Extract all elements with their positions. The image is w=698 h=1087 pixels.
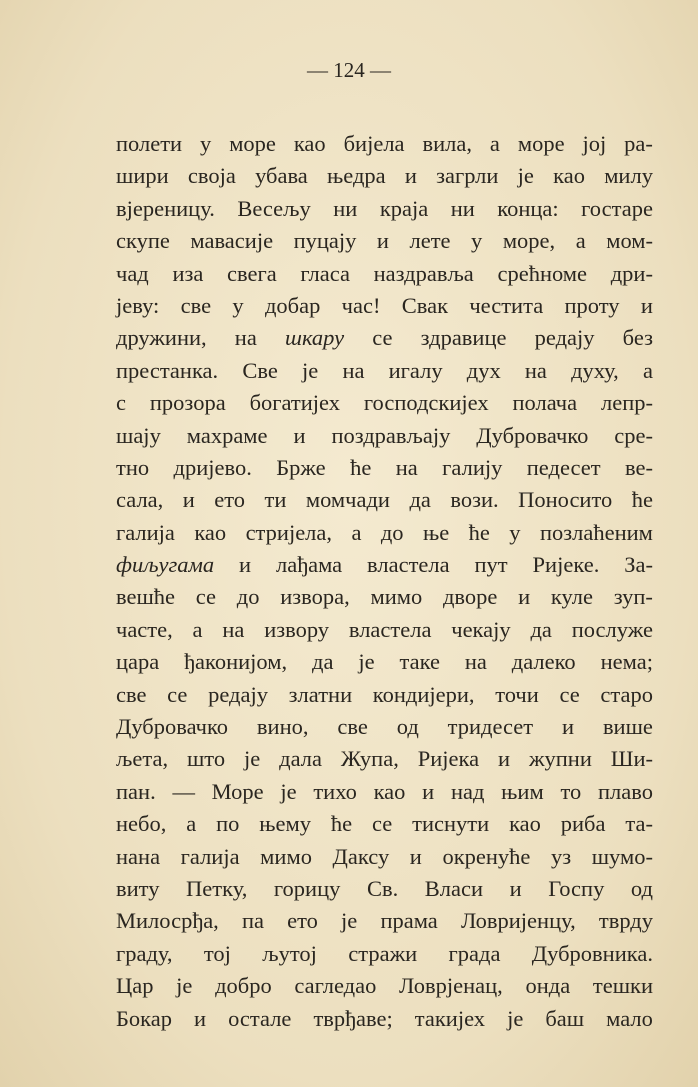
word: Госпу [548,875,605,901]
word: полети [116,131,183,156]
word: с [116,390,126,416]
word: риба [560,811,606,837]
word: здравице [420,325,507,351]
word: и [404,163,417,189]
word: па [241,908,264,934]
word: као [553,163,585,189]
word: плаво [597,778,653,804]
word: сре- [614,422,653,448]
word: пуцају [293,228,357,254]
word: је [517,163,534,189]
word: је [358,649,375,675]
word: дворе [442,584,498,610]
word: море [229,131,276,156]
word: а [489,131,500,156]
word: Море [211,778,264,804]
text-line [116,484,653,516]
word: своја [187,163,236,189]
word: а [575,228,586,254]
word: властела [367,552,450,578]
word: далеко [511,649,576,675]
text-line [116,873,653,905]
word: горицу [273,875,341,901]
word: прозора [149,390,226,416]
word: њему [259,811,312,837]
word: да [530,616,552,642]
word: Даксу [332,843,390,869]
word: цара [116,649,160,675]
word: Поносито [518,487,613,513]
body-text [116,128,653,1035]
word: поздрављају [331,422,451,448]
word: загрли [436,163,499,189]
text-line [116,225,653,257]
word: гостаре [581,195,653,221]
word: окренуће [442,843,531,869]
text-line [116,517,653,549]
word: Жупа, [340,746,399,772]
word: стријела, [245,519,333,545]
word: старо [600,681,653,707]
word: властела [348,616,432,642]
word: љета, [116,746,169,772]
word: а [192,616,203,642]
word: а [351,519,362,545]
text-line [116,193,653,225]
word: мимо [260,843,312,869]
word: вози. [450,487,499,513]
word: сала, [116,487,164,513]
word: Ријека [417,746,480,772]
word: и [182,487,195,513]
word: граду, [116,940,173,966]
word: ни [333,195,358,221]
word: махраме [186,422,268,448]
word: и [194,1005,207,1031]
word: шају [116,422,161,448]
word: у [232,292,244,318]
word: се [372,325,393,351]
text-line [116,549,653,581]
word: Ловрјенац, [399,973,503,999]
word: убава [255,163,308,189]
word: ће [631,487,653,513]
text-line [116,290,653,322]
word: та- [625,811,653,837]
word: и [239,552,252,578]
word: на [464,649,487,675]
word: ра- [624,131,653,156]
word: честита [469,292,544,318]
text-line [116,322,653,354]
word: и [376,228,389,254]
text-line [116,614,653,646]
word: Дубровачко [476,422,589,448]
word: послуже [571,616,653,642]
word: галију [442,454,503,480]
word: ти [264,487,287,513]
word: и [518,584,531,610]
word: проту [564,292,620,318]
word: као [194,519,227,545]
word: небо, [116,811,167,837]
word: лете [409,228,451,254]
word: на [234,325,257,351]
word: до [236,584,260,610]
word: море, [502,228,556,254]
word: зуп- [613,584,653,610]
text-line [116,970,653,1002]
word: иза [172,260,204,286]
word: и [562,714,575,740]
word: Све [242,357,278,383]
word: у [471,228,483,254]
word: куле [550,584,593,610]
word: тврђаве; [313,1005,393,1031]
word: вила, [422,131,472,156]
word: тиснути [412,811,490,837]
word: до [380,519,404,545]
text-line [116,581,653,613]
word: тно [116,454,150,480]
word: таке [399,649,440,675]
word: тридесет [447,714,534,740]
word: се [195,584,217,610]
word: ве- [624,454,653,480]
word: дух [466,357,501,383]
word: да [409,487,431,513]
word: Милосрђа, [116,908,219,934]
word: лепр- [601,390,653,416]
word: све [116,681,147,707]
word: позлаћеним [539,519,653,545]
word: дријево. [173,454,252,480]
word: дала [279,746,322,772]
word: Власи [424,875,484,901]
word: све [337,714,368,740]
word: ње [422,519,450,545]
word: ђаконијом, [184,649,288,675]
word: сагледао [294,973,377,999]
word: Бокар [116,1005,172,1031]
text-line [116,452,653,484]
word: вешће [116,584,176,610]
word: Весељу [237,195,311,221]
word: Ши- [610,746,653,772]
word: и [640,292,653,318]
word: такијех [414,1005,486,1031]
word: и [498,746,511,772]
word: лађама [276,552,343,578]
word: редају [534,325,595,351]
word: јеву: [116,292,160,318]
text-line [116,776,653,808]
word: ето [287,908,318,934]
word: од [630,875,653,901]
word: галија [116,519,175,545]
word: духу, [571,357,619,383]
word: на [222,616,245,642]
word: без [622,325,653,351]
word: богатијех [249,390,340,416]
word: што [186,746,226,772]
word: престанка. [116,357,219,383]
word: мавасије [190,228,274,254]
word: чад [116,260,149,286]
word: нана [116,843,161,869]
word: шкару [284,325,345,351]
word: скупе [116,228,170,254]
word: је [243,746,261,772]
word: ће [350,454,372,480]
word: Петку, [186,875,248,901]
word: као [373,778,406,804]
text-line [116,808,653,840]
word: тој [203,940,231,966]
word: тешки [592,973,653,999]
text-line [116,743,653,775]
word: од [396,714,419,740]
word: За- [624,552,653,578]
text-line [116,128,653,160]
word: дружини, [116,325,207,351]
text-line [116,841,653,873]
word: пан. [116,778,156,804]
word: мимо [370,584,423,610]
word: вјереницу. [116,195,215,221]
word: срећноме [497,260,588,286]
word: све [180,292,212,318]
word: тихо [313,778,357,804]
text-line [116,387,653,419]
word: ни [450,195,475,221]
word: Ловријенцу, [460,908,576,934]
word: извора, [280,584,350,610]
word: краја [379,195,429,221]
word: на [524,357,547,383]
word: полача [512,390,578,416]
word: чекају [451,616,511,642]
word: у [200,131,212,156]
word: час! [341,292,381,318]
word: Св. [366,875,399,901]
word: конца: [497,195,559,221]
word: педесет [526,454,601,480]
text-line [116,1003,653,1035]
word: уз [550,843,572,869]
word: Свак [401,292,449,318]
word: бијела [343,131,405,156]
word: њедра [326,163,386,189]
word: игалу [388,357,443,383]
word: више [602,714,653,740]
word: добро [215,973,272,999]
word: пут [474,552,508,578]
word: ће [330,811,353,837]
word: и [409,843,422,869]
word: тврду [598,908,653,934]
word: се [372,811,393,837]
word: као [509,811,541,837]
word: на [342,357,365,383]
word: Дубровачко [116,714,229,740]
word: остале [228,1005,292,1031]
word: гласа [300,260,350,286]
word: града [448,940,501,966]
word: ето [214,487,246,513]
word: редају [208,681,268,707]
word: фиљугама [116,552,215,578]
word: јој [582,131,607,156]
word: море [517,131,565,156]
word: галија [180,843,240,869]
word: точи [495,681,539,707]
word: а [186,811,197,837]
text-line [116,711,653,743]
word: свега [227,260,277,286]
word: момчади [305,487,390,513]
word: виту [116,875,160,901]
word: онда [525,973,571,999]
word: прама [380,908,438,934]
word: извору [264,616,330,642]
text-line [116,160,653,192]
text-line [116,420,653,452]
word: и [422,778,435,804]
word: Брже [276,454,326,480]
text-line [116,679,653,711]
word: а [642,357,653,383]
word: ће [468,519,490,545]
word: на [395,454,418,480]
word: нема; [600,649,653,675]
word: да [312,649,334,675]
word: се [559,681,580,707]
word: је [507,1005,524,1031]
page-number: — 124 — [307,58,391,82]
word: господскијех [363,390,489,416]
word: по [216,811,240,837]
word: мало [606,1005,653,1031]
word: шумо- [591,843,653,869]
word: мом- [606,228,653,254]
word: њим [501,778,544,804]
word: и [509,875,522,901]
word: је [302,357,319,383]
word: у [509,519,521,545]
word: Цар [116,973,154,999]
word: златни [288,681,353,707]
word: дри- [610,260,653,286]
word: Дубровника. [531,940,653,966]
text-line [116,938,653,970]
word: је [176,973,193,999]
word: жупни [528,746,592,772]
word: се [167,681,188,707]
word: баш [545,1005,585,1031]
text-line [116,905,653,937]
word: — [172,778,195,804]
text-line [116,258,653,290]
text-line [116,646,653,678]
word: и [293,422,306,448]
word: то [560,778,582,804]
word: Ријеке. [532,552,600,578]
word: над [450,778,485,804]
word: је [280,778,297,804]
text-line [116,355,653,387]
word: часте, [116,616,173,642]
word: наздравља [373,260,474,286]
word: милу [604,163,653,189]
word: љутој [262,940,317,966]
word: стражи [348,940,418,966]
word: кондијери, [372,681,475,707]
word: је [341,908,358,934]
word: вино, [256,714,309,740]
word: добар [264,292,321,318]
word: шири [116,163,169,189]
word: као [293,131,326,156]
